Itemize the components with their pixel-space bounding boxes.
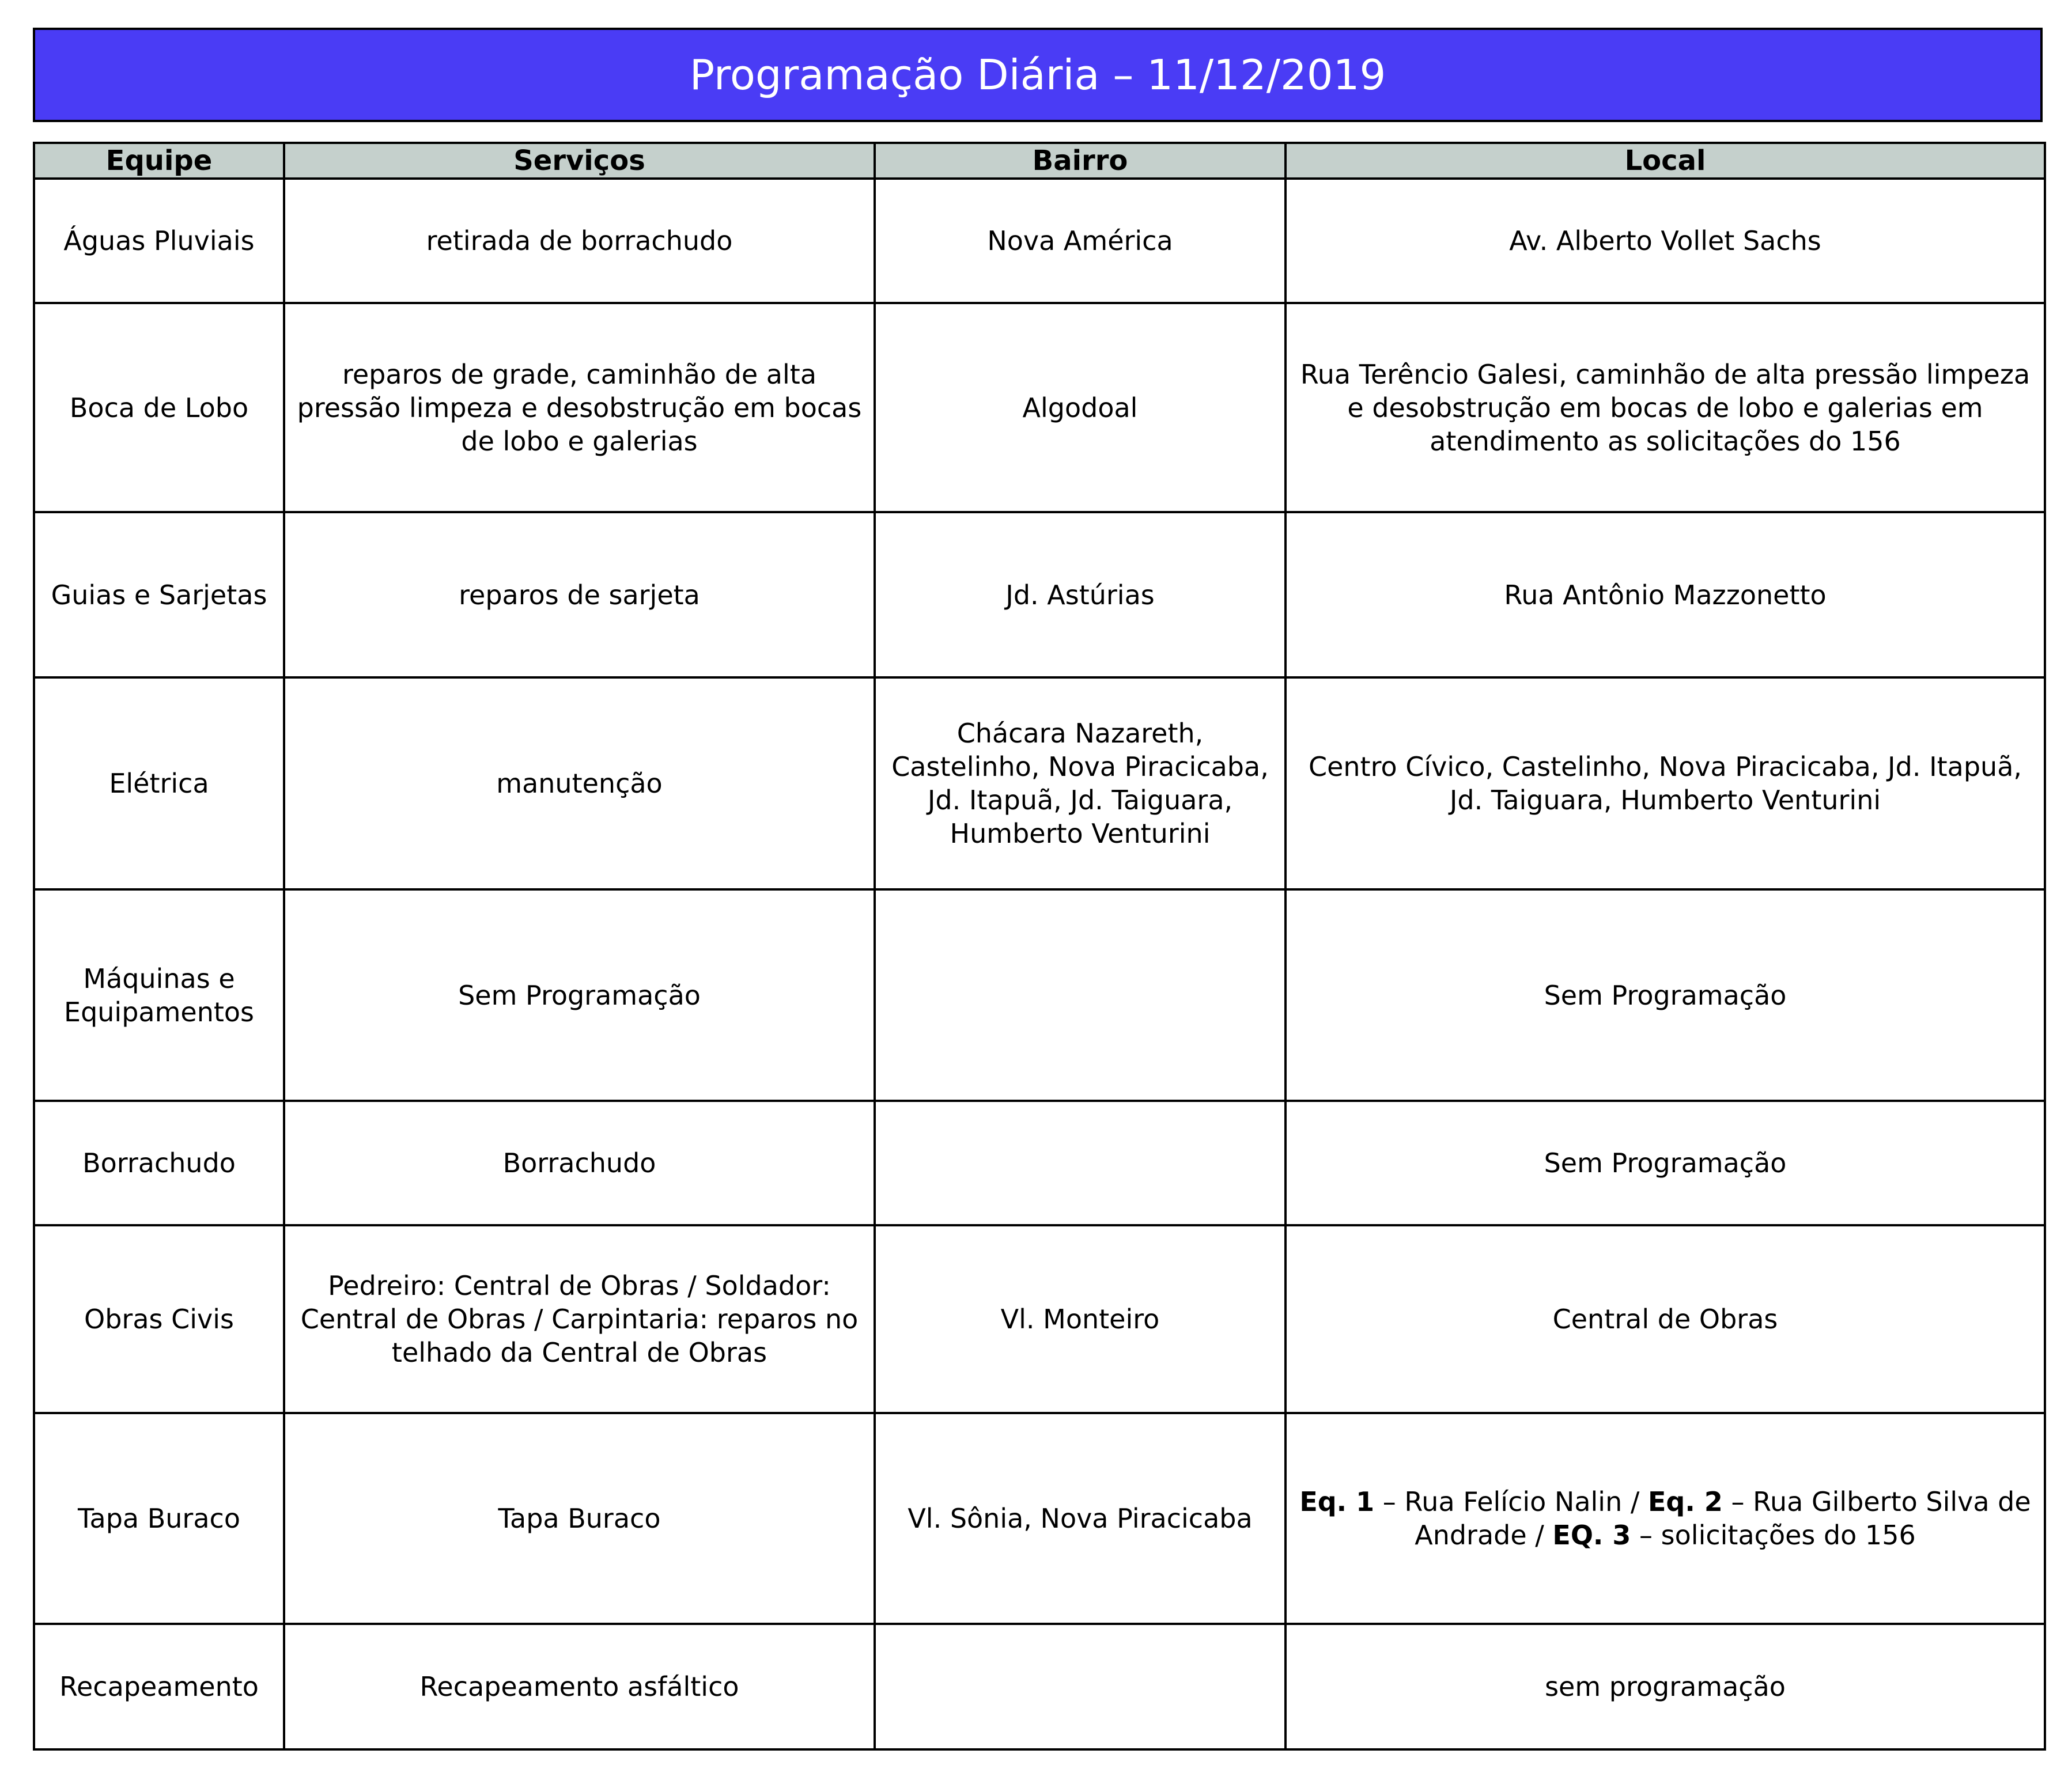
table-row [34, 179, 2045, 303]
column-header-local: Local [1285, 143, 2045, 179]
cell-servicos: Borrachudo [284, 1101, 875, 1225]
cell-servicos: Tapa Buraco [284, 1413, 875, 1624]
team-location: – Rua Felício Nalin / [1374, 1486, 1648, 1517]
cell-local: Centro Cívico, Castelinho, Nova Piracicaba, Jd. Itapuã, Jd. Taiguara, Humberto Venturini [1285, 677, 2045, 889]
cell-local: Sem Programação [1285, 889, 2045, 1101]
team-label: EQ. 3 [1552, 1520, 1631, 1551]
table-row [34, 512, 2045, 677]
team-label: Eq. 1 [1299, 1486, 1375, 1517]
cell-local: Av. Alberto Vollet Sachs [1285, 179, 2045, 303]
cell-bairro [875, 1101, 1285, 1225]
cell-servicos: manutenção [284, 677, 875, 889]
cell-local: Rua Antônio Mazzonetto [1285, 512, 2045, 677]
cell-local: Sem Programação [1285, 1101, 2045, 1225]
cell-bairro [875, 1624, 1285, 1749]
cell-local: sem programação [1285, 1624, 2045, 1749]
team-label: Eq. 2 [1647, 1486, 1723, 1517]
cell-servicos: retirada de borrachudo [284, 179, 875, 303]
cell-servicos: reparos de sarjeta [284, 512, 875, 677]
table-row [34, 1413, 2045, 1624]
cell-bairro: Nova América [875, 179, 1285, 303]
cell-local: Rua Terêncio Galesi, caminhão de alta pressão limpeza e desobstrução em bocas de lobo e galerias em atendimento as solicitações do 156 [1285, 303, 2045, 512]
cell-local [1285, 1413, 2045, 1624]
table-row [34, 1101, 2045, 1225]
cell-equipe: Obras Civis [34, 1225, 284, 1413]
cell-servicos: reparos de grade, caminhão de alta pressão limpeza e desobstrução em bocas de lobo e galerias [284, 303, 875, 512]
column-header-bairro: Bairro [875, 143, 1285, 179]
team-location: – Rua Gilberto Silva de Andrade / [1415, 1486, 2031, 1551]
table-row [34, 1225, 2045, 1413]
cell-bairro: Vl. Monteiro [875, 1225, 1285, 1413]
cell-equipe: Águas Pluviais [34, 179, 284, 303]
cell-bairro: Vl. Sônia, Nova Piracicaba [875, 1413, 1285, 1624]
cell-local: Central de Obras [1285, 1225, 2045, 1413]
cell-equipe: Elétrica [34, 677, 284, 889]
schedule-table [33, 142, 2046, 1751]
column-header-servicos: Serviços [284, 143, 875, 179]
cell-bairro: Chácara Nazareth, Castelinho, Nova Piracicaba, Jd. Itapuã, Jd. Taiguara, Humberto Venturini [875, 677, 1285, 889]
table-row [34, 677, 2045, 889]
cell-equipe: Guias e Sarjetas [34, 512, 284, 677]
column-header-equipe: Equipe [34, 143, 284, 179]
cell-servicos: Sem Programação [284, 889, 875, 1101]
table-row [34, 889, 2045, 1101]
cell-bairro [875, 889, 1285, 1101]
local-text [1299, 1486, 2031, 1551]
table-row [34, 303, 2045, 512]
table-row [34, 1624, 2045, 1749]
page-title: Programação Diária – 11/12/2019 [689, 51, 1386, 99]
cell-servicos: Pedreiro: Central de Obras / Soldador: Central de Obras / Carpintaria: reparos no telhado da Central de Obras [284, 1225, 875, 1413]
cell-equipe: Tapa Buraco [34, 1413, 284, 1624]
cell-servicos: Recapeamento asfáltico [284, 1624, 875, 1749]
title-bar [33, 28, 2043, 122]
cell-equipe: Recapeamento [34, 1624, 284, 1749]
cell-equipe: Borrachudo [34, 1101, 284, 1225]
cell-equipe: Boca de Lobo [34, 303, 284, 512]
cell-bairro: Algodoal [875, 303, 1285, 512]
team-location: – solicitações do 156 [1631, 1520, 1916, 1551]
header-row [34, 143, 2045, 179]
cell-equipe: Máquinas e Equipamentos [34, 889, 284, 1101]
cell-bairro: Jd. Astúrias [875, 512, 1285, 677]
